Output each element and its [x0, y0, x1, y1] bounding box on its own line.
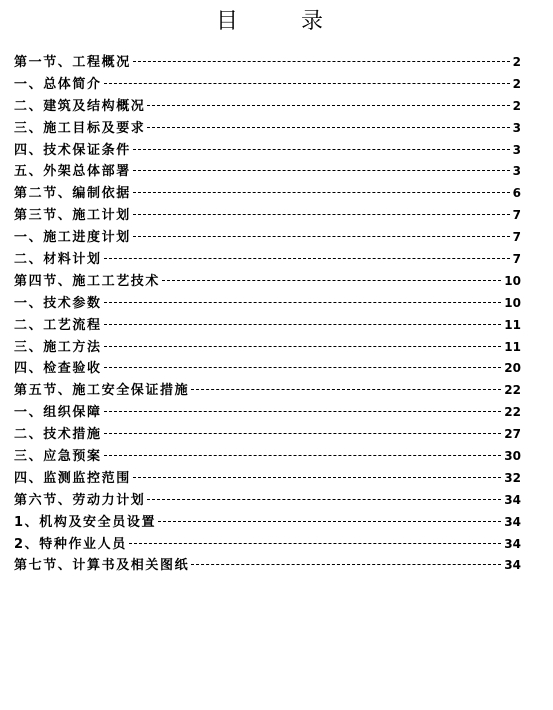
- toc-entry[interactable]: [14, 248, 521, 270]
- toc-entry-page-number: 10: [504, 295, 521, 310]
- toc-entry-label: 第七节、计算书及相关图纸: [14, 558, 190, 574]
- toc-leader-dashes: [147, 127, 509, 128]
- toc-entry[interactable]: [14, 489, 521, 511]
- toc-entry[interactable]: [14, 357, 521, 379]
- toc-entry-label: 1、机构及安全员设置: [14, 514, 157, 530]
- toc-entry[interactable]: [14, 379, 521, 401]
- toc-entry-label: 第二节、编制依据: [14, 186, 131, 202]
- toc-entry-label: 四、检查验收: [14, 361, 102, 377]
- toc-entry-label: 第四节、施工工艺技术: [14, 273, 161, 289]
- toc-leader-dashes: [129, 543, 501, 544]
- toc-leader-dashes: [133, 149, 510, 150]
- toc-entry[interactable]: [14, 292, 521, 314]
- toc-entry[interactable]: [14, 73, 521, 95]
- toc-entry[interactable]: [14, 139, 521, 161]
- toc-leader-dashes: [104, 258, 510, 259]
- toc-entry-label: 四、监测监控范围: [14, 470, 131, 486]
- toc-entry-page-number: 11: [504, 317, 521, 332]
- toc-entry-label: 一、总体简介: [14, 76, 102, 92]
- toc-entry-label: 二、工艺流程: [14, 317, 102, 333]
- toc-leader-dashes: [133, 61, 510, 62]
- toc-entry-label: 一、技术参数: [14, 295, 102, 311]
- toc-entry[interactable]: [14, 160, 521, 182]
- toc-entry-page-number: 27: [504, 427, 521, 442]
- toc-leader-dashes: [147, 499, 501, 500]
- toc-entry-page-number: 34: [504, 514, 521, 529]
- toc-entry-label: 四、技术保证条件: [14, 142, 131, 158]
- toc-entry[interactable]: [14, 423, 521, 445]
- toc-entry[interactable]: [14, 117, 521, 139]
- toc-leader-dashes: [133, 192, 510, 193]
- toc-entry-page-number: 22: [504, 405, 521, 420]
- toc-entry[interactable]: [14, 51, 521, 73]
- toc-entry[interactable]: [14, 401, 521, 423]
- toc-entry-page-number: 2: [512, 76, 521, 91]
- toc-entry-page-number: 6: [512, 186, 521, 201]
- toc-entry[interactable]: [14, 270, 521, 292]
- toc-entry-label: 一、施工进度计划: [14, 230, 131, 246]
- toc-entry-page-number: 10: [504, 273, 521, 288]
- toc-entry-page-number: 7: [512, 230, 521, 245]
- toc-entry[interactable]: [14, 467, 521, 489]
- toc-entry-label: 三、应急预案: [14, 449, 102, 465]
- toc-leader-dashes: [191, 564, 501, 565]
- toc-entry[interactable]: [14, 533, 521, 555]
- toc-entry[interactable]: [14, 204, 521, 226]
- toc-entry-page-number: 3: [512, 164, 521, 179]
- toc-leader-dashes: [104, 302, 502, 303]
- toc-entry-page-number: 34: [504, 536, 521, 551]
- toc-entry-label: 二、技术措施: [14, 427, 102, 443]
- toc-entry-page-number: 30: [504, 449, 521, 464]
- toc-entry-label: 第三节、施工计划: [14, 208, 131, 224]
- toc-list: [14, 51, 521, 576]
- toc-entry-page-number: 3: [512, 142, 521, 157]
- toc-entry-label: 第一节、工程概况: [14, 55, 131, 70]
- toc-entry-label: 二、建筑及结构概况: [14, 98, 146, 114]
- toc-entry-label: 第五节、施工安全保证措施: [14, 383, 190, 399]
- toc-entry[interactable]: [14, 314, 521, 336]
- toc-entry-page-number: 2: [512, 55, 521, 69]
- toc-title: 目 录: [216, 9, 351, 34]
- toc-entry-label: 二、材料计划: [14, 252, 102, 268]
- toc-leader-dashes: [104, 433, 502, 434]
- toc-entry-page-number: 7: [512, 208, 521, 223]
- toc-entry-label: 五、外架总体部署: [14, 164, 131, 180]
- toc-entry-label: 第六节、劳动力计划: [14, 492, 146, 508]
- toc-entry[interactable]: [14, 182, 521, 204]
- toc-leader-dashes: [133, 170, 510, 171]
- toc-leader-dashes: [104, 346, 502, 347]
- toc-entry-page-number: 20: [504, 361, 521, 376]
- toc-leader-dashes: [104, 411, 502, 412]
- toc-entry-page-number: 2: [512, 98, 521, 113]
- toc-entry-page-number: 22: [504, 383, 521, 398]
- toc-entry[interactable]: [14, 511, 521, 533]
- toc-entry-label: 一、组织保障: [14, 405, 102, 421]
- toc-leader-dashes: [147, 105, 509, 106]
- toc-leader-dashes: [162, 280, 501, 281]
- toc-entry[interactable]: [14, 445, 521, 467]
- toc-entry[interactable]: [14, 336, 521, 358]
- toc-entry-page-number: 34: [504, 492, 521, 507]
- toc-leader-dashes: [133, 236, 510, 237]
- toc-leader-dashes: [104, 324, 502, 325]
- toc-leader-dashes: [133, 477, 501, 478]
- toc-entry-page-number: 34: [504, 558, 521, 573]
- toc-entry-page-number: 32: [504, 470, 521, 485]
- toc-leader-dashes: [104, 83, 510, 84]
- toc-entry[interactable]: [14, 226, 521, 248]
- toc-leader-dashes: [191, 389, 501, 390]
- toc-entry[interactable]: [14, 95, 521, 117]
- toc-entry-page-number: 7: [512, 252, 521, 267]
- toc-entry-label: 2、特种作业人员: [14, 536, 127, 552]
- toc-entry-page-number: 11: [504, 339, 521, 354]
- toc-entry-page-number: 3: [512, 120, 521, 135]
- toc-leader-dashes: [104, 455, 502, 456]
- toc-leader-dashes: [133, 214, 510, 215]
- toc-entry-label: 三、施工方法: [14, 339, 102, 355]
- toc-entry-label: 三、施工目标及要求: [14, 120, 146, 136]
- toc-leader-dashes: [104, 367, 502, 368]
- toc-entry[interactable]: [14, 554, 521, 576]
- toc-leader-dashes: [158, 521, 501, 522]
